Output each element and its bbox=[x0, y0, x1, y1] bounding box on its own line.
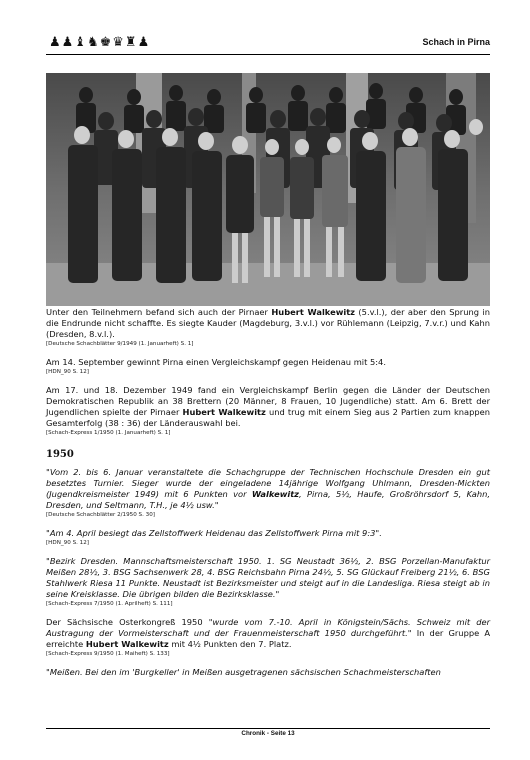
paragraph-berlin-match bbox=[46, 385, 490, 429]
paragraph-th-dresden-tournament bbox=[46, 467, 490, 511]
source-citation: [Schach-Express 9/1950 (1. Maiheft) S. 133] bbox=[46, 651, 170, 657]
paragraph-bezirk-dresden: "Bezirk Dresden. Mannschaftsmeisterschaft 1950. 1. SG Neustadt 36½, 2. BSG Porzellan-Manufaktur Meißen 28½, 3. BSG Sachsenwerk 28, 4. BSG Reichsbahn Pirna 24½, 5. SG Glückauf Freiberg 21½, 6. BSG Stahlwerk Riesa 11 Punkte. Neustadt ist Bezirksmeister und steigt auf in die Landesliga. Riesa steigt ab in seine Kreisklasse. Die übrigen bilden die Bezirksklasse." bbox=[46, 556, 490, 599]
header-title: Schach in Pirna bbox=[422, 37, 490, 47]
paragraph-meissen: "Meißen. Bei den im 'Burgkeller' in Meißen ausgetragenen sächsischen Schachmeisterschaften bbox=[46, 667, 441, 677]
chess-pieces-icon: ♟♟♝♞♚♛♜♟ bbox=[49, 35, 151, 50]
name-highlight: Hubert Walkewitz bbox=[271, 307, 356, 317]
text-segment: "Vom 2. bis 6. Januar veranstaltete die Schachgruppe der Technischen Hochschule Dresden ein gut besetztes Turnier. Sieger wurde der eingeladene 14jährige Wolfgang Uhlmann, Dresden-Mickten (Jugendkreismeister 1949) mit 6 Punkten vor bbox=[46, 467, 490, 499]
page-header bbox=[46, 34, 490, 55]
paragraph-walkewitz-tournament bbox=[46, 307, 490, 340]
source-citation: [Schach-Express 1/1950 (1. Januarheft) S. 1] bbox=[46, 430, 171, 436]
text-segment: und trug mit einem Sieg aus 2 Partien zum knappen Gesamterfolg (38 : 36) der Länderauswahl bei. bbox=[46, 407, 491, 428]
source-citation: [HDN_90 S. 12] bbox=[46, 540, 89, 546]
source-citation: [HDN_90 S. 12] bbox=[46, 369, 89, 375]
source-citation: [Deutsche Schachblätter 2/1950 S. 30] bbox=[46, 512, 155, 518]
paragraph-heidenau-match: Am 14. September gewinnt Pirna einen Vergleichskampf gegen Heidenau mit 5:4. bbox=[46, 357, 386, 367]
text-segment: mit 4½ Punkten den 7. Platz. bbox=[168, 639, 292, 649]
photo-image bbox=[46, 73, 490, 306]
page-content bbox=[46, 307, 490, 678]
text-segment: , Pirna, 5½, Haufe, Großröhrsdorf 5, Kahn, Dresden, und Seltmann, T.H., je 4½ usw." bbox=[46, 489, 490, 510]
name-highlight: Hubert Walkewitz bbox=[85, 639, 169, 649]
text-segment: In der Gruppe A erreichte bbox=[46, 628, 491, 649]
page-footer: Chronik - Seite 13 bbox=[46, 728, 490, 737]
text-segment: Unter den Teilnehmern befand sich auch der Pirnaer bbox=[46, 307, 272, 317]
paragraph-zellstoffwerk: "Am 4. April besiegt das Zellstoffwerk Heidenau das Zellstoffwerk Pirna mit 9:3". bbox=[46, 528, 382, 538]
text-segment: (5.v.l.), der aber den Sprung in die Endrunde nicht schaffte. Es siegte Kauder (Magdeburg, 3.v.l.) vor Rühlemann (Leipzig, 7.v.r.) und Kahn (Dresden, 8.v.l.). bbox=[46, 307, 490, 339]
paragraph-osterkongress bbox=[46, 617, 490, 650]
name-highlight: Hubert Walkewitz bbox=[182, 407, 266, 417]
text-segment: Am 17. und 18. Dezember 1949 fand ein Vergleichskampf Berlin gegen die Länder der Deutschen Demokratischen Republik an 38 Brettern (20 Männer, 8 Frauen, 10 Jugendliche) statt. Am 6. Brett der Jugendlichen spielte der Pirnaer bbox=[46, 385, 490, 417]
quote-segment: "wurde vom 7.-10. April in Königstein/Sächs. Schweiz mit der Austragung der Vormeisterschaft und der Frauenmeisterschaft 1950 durchgeführt." bbox=[46, 617, 490, 638]
name-highlight: Walkewitz bbox=[251, 489, 300, 499]
source-citation: [Deutsche Schachblätter 9/1949 (1. Januarheft) S. 1] bbox=[46, 341, 194, 347]
group-photo bbox=[46, 73, 490, 306]
source-citation: [Schach-Express 7/1950 (1. Aprilheft) S. 111] bbox=[46, 601, 173, 607]
text-segment: Der Sächsische Osterkongreß 1950 bbox=[46, 617, 209, 627]
year-heading: 1950 bbox=[46, 449, 74, 460]
